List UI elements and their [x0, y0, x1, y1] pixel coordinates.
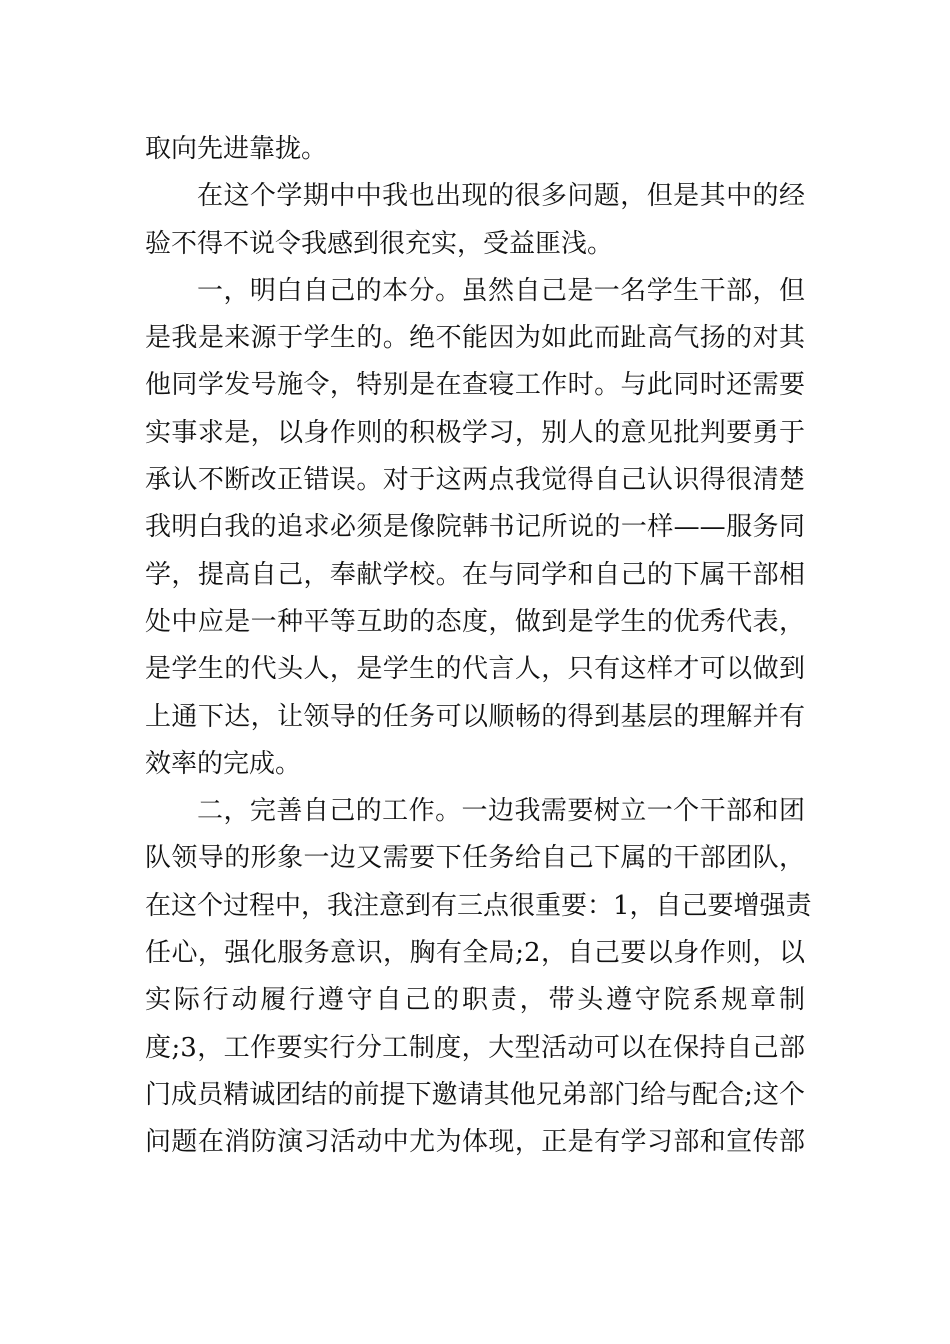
text-line: 效率的完成。 [145, 748, 302, 779]
text-line: 验不得不说令我感到很充实，受益匪浅。 [145, 228, 614, 259]
text-line: 在这个学期中中我也出现的很多问题，但是其中的经 [197, 181, 805, 212]
text-line: 取向先进靠拢。 [145, 134, 328, 164]
text-line: 问题在消防演习活动中尤为体现，正是有学习部和宣传部 [145, 1127, 805, 1158]
text-line: 一，明白自己的本分。虽然自己是一名学生干部，但 [197, 275, 805, 306]
text-line: 队领导的形象一边又需要下任务给自己下属的干部团队， [145, 843, 805, 874]
text-line: 是我是来源于学生的。绝不能因为如此而趾高气扬的对其 [145, 323, 805, 354]
text-line: 二，完善自己的工作。一边我需要树立一个干部和团 [197, 796, 805, 827]
text-line: 处中应是一种平等互助的态度，做到是学生的优秀代表， [145, 606, 805, 637]
text-line: 上通下达，让领导的任务可以顺畅的得到基层的理解并有 [145, 701, 805, 732]
document-body [145, 126, 812, 1167]
text-line: 在这个过程中，我注意到有三点很重要：1，自己要增强责 [145, 890, 812, 921]
text-line: 学，提高自己，奉献学校。在与同学和自己的下属干部相 [145, 559, 805, 590]
text-line: 他同学发号施令，特别是在查寝工作时。与此同时还需要 [145, 370, 805, 401]
text-line: 度;3，工作要实行分工制度，大型活动可以在保持自己部 [145, 1032, 805, 1063]
text-line: 承认不断改正错误。对于这两点我觉得自己认识得很清楚 [145, 465, 805, 496]
document-page [145, 126, 812, 1167]
text-line: 任心，强化服务意识，胸有全局;2，自己要以身作则，以 [145, 938, 805, 969]
text-line: 实事求是，以身作则的积极学习，别人的意见批判要勇于 [145, 417, 805, 448]
text-line: 是学生的代头人，是学生的代言人，只有这样才可以做到 [145, 654, 805, 685]
text-line: 我明白我的追求必须是像院韩书记所说的一样——服务同 [145, 512, 805, 543]
text-line: 门成员精诚团结的前提下邀请其他兄弟部门给与配合;这个 [145, 1079, 805, 1110]
text-line: 实际行动履行遵守自己的职责，带头遵守院系规章制 [145, 985, 805, 1016]
